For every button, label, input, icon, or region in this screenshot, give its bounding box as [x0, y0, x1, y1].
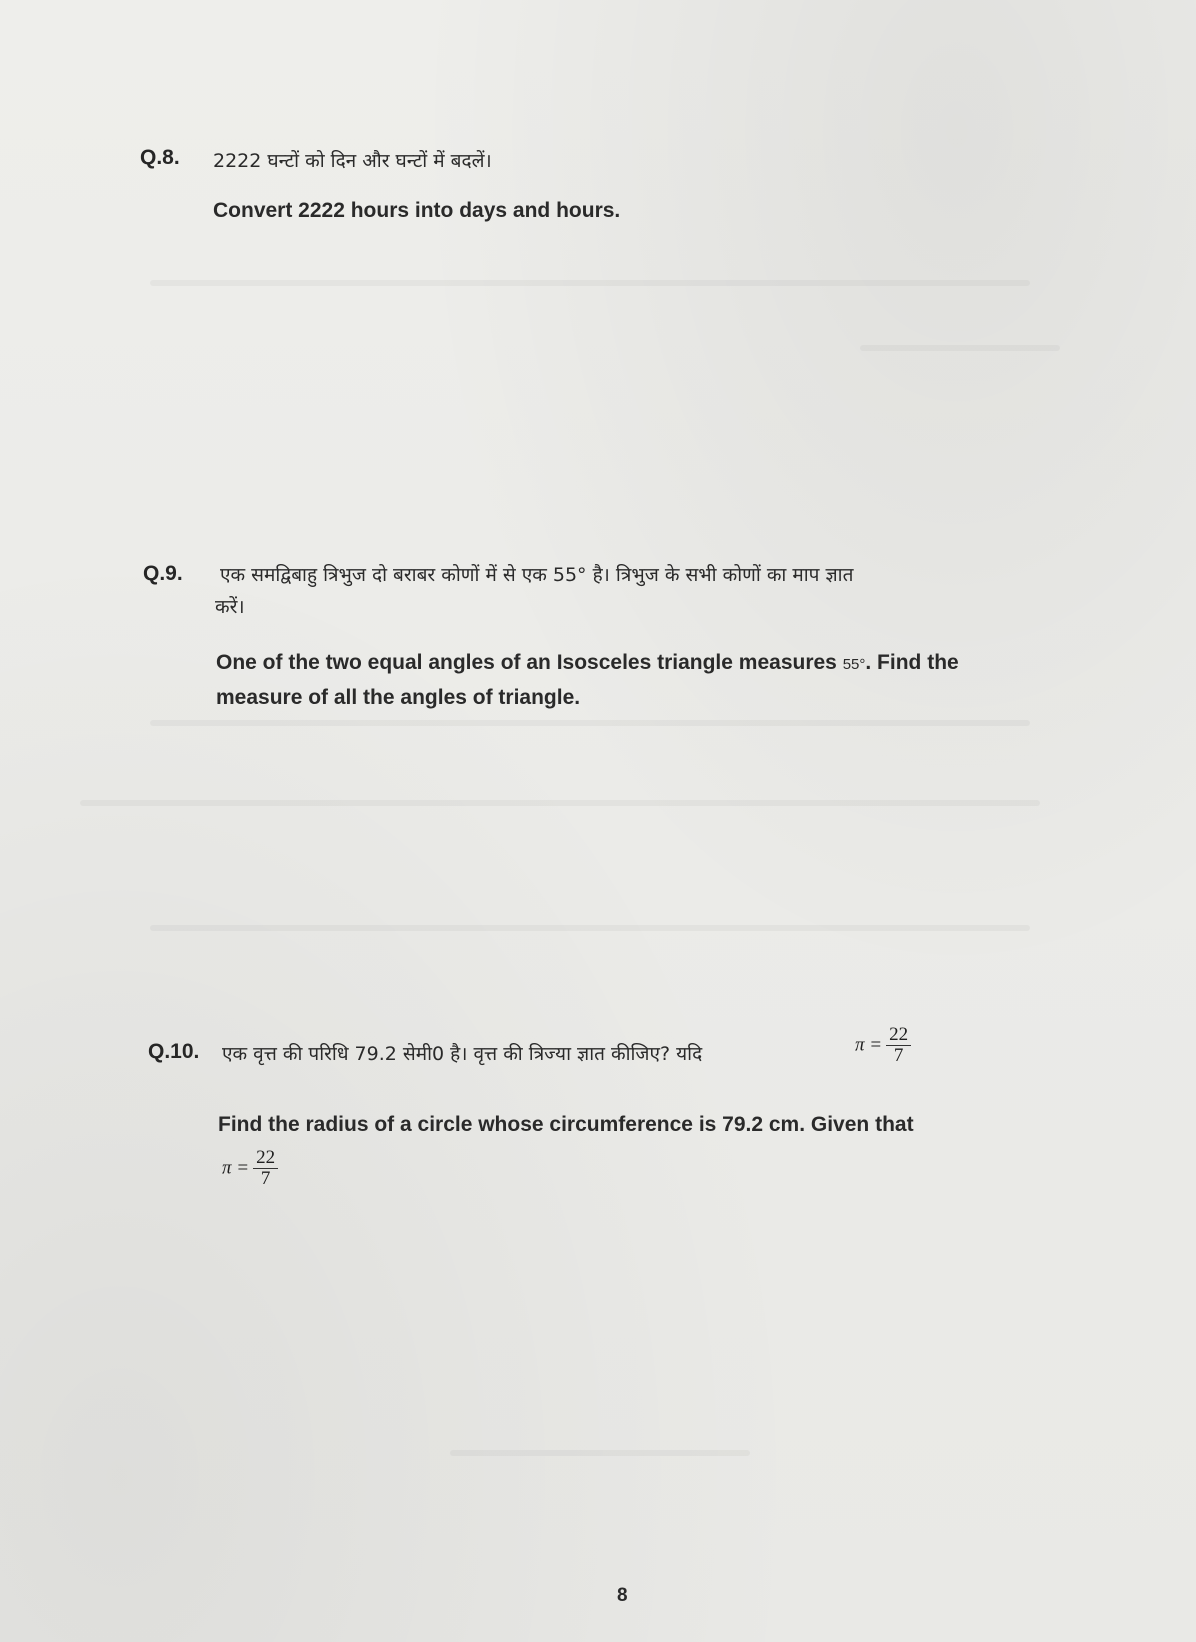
q10-number: Q.10. — [148, 1040, 200, 1063]
pi-symbol: π = — [855, 1034, 883, 1056]
q8-english-text: Convert 2222 hours into days and hours. — [213, 199, 621, 222]
q8-hindi-text: 2222 घन्टों को दिन और घन्टों में बदलें। — [213, 150, 492, 172]
page-number: 8 — [617, 1585, 628, 1606]
fraction-numerator: 22 — [253, 1148, 278, 1169]
q8-number: Q.8. — [140, 146, 180, 169]
fraction-denominator: 7 — [893, 1045, 904, 1066]
q10-hindi-text: एक वृत्त की परिधि 79.2 सेमी0 है। वृत्त की त्रिज्या ज्ञात कीजिए? यदि — [222, 1043, 703, 1065]
q9-english-angle: 55° — [842, 656, 866, 673]
bleed-through-mark — [150, 720, 1030, 726]
pi-symbol: π = — [222, 1157, 250, 1179]
bleed-through-mark — [150, 280, 1030, 286]
fraction-numerator: 22 — [886, 1025, 911, 1046]
pi-fraction — [253, 1148, 278, 1189]
q9-english-line1-part-b: . Find the — [865, 651, 959, 674]
q9-hindi-line1: एक समद्विबाहु त्रिभुज दो बराबर कोणों में से एक 55° है। त्रिभुज के सभी कोणों का माप ज्ञात — [220, 564, 854, 586]
bleed-through-mark — [450, 1450, 750, 1456]
q9-english-line1-part-a: One of the two equal angles of an Isosceles triangle measures — [216, 651, 837, 674]
q9-number: Q.9. — [143, 562, 183, 585]
bleed-through-mark — [860, 345, 1060, 351]
q9-hindi-line2: करें। — [215, 596, 245, 618]
bleed-through-mark — [80, 800, 1040, 806]
pi-fraction — [886, 1025, 911, 1066]
q10-english-text: Find the radius of a circle whose circumference is 79.2 cm. Given that — [218, 1113, 914, 1136]
q10-pi-formula-inline — [855, 1025, 911, 1066]
q9-english-line1 — [216, 645, 1106, 683]
fraction-denominator: 7 — [260, 1168, 271, 1189]
q10-pi-formula-block — [222, 1148, 278, 1189]
bleed-through-mark — [150, 925, 1030, 931]
q9-english-line2: measure of all the angles of triangle. — [216, 686, 581, 709]
